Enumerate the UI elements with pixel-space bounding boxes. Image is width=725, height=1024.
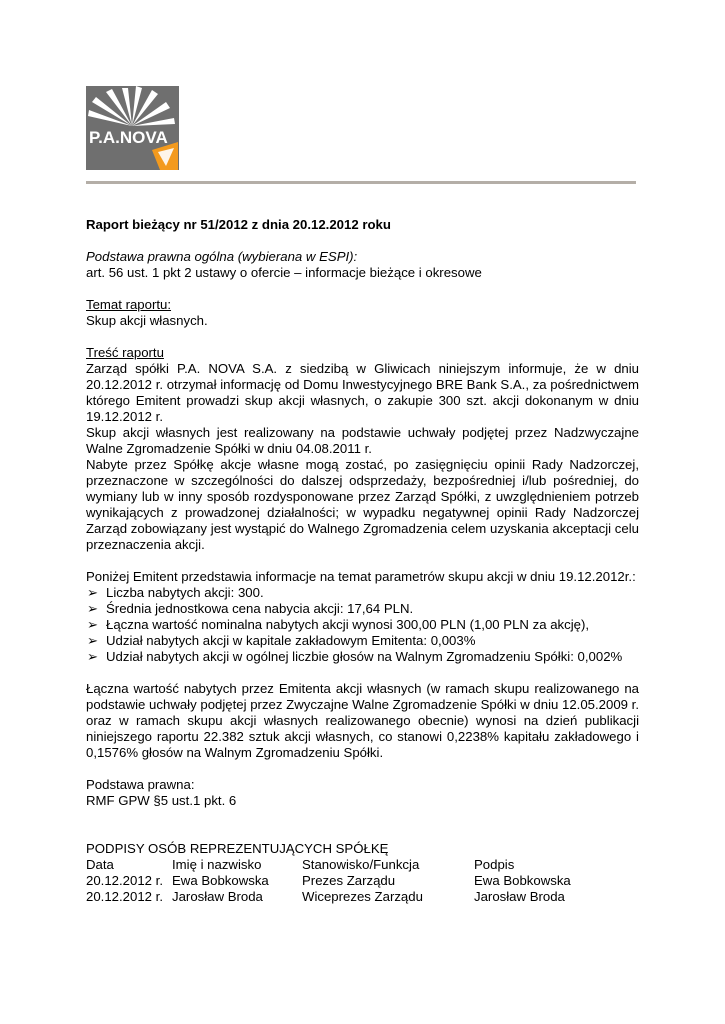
subject-label: Temat raportu: <box>86 297 172 312</box>
signature-date: 20.12.2012 r. <box>86 873 163 888</box>
report-title: Raport bieżący nr 51/2012 z dnia 20.12.2012 roku <box>86 217 391 232</box>
list-item: ➢ Liczba nabytych akcji: 300. <box>86 585 639 601</box>
signatures-header-row <box>86 857 639 873</box>
parameters-list <box>86 585 639 665</box>
subject-text: Skup akcji własnych. <box>86 313 208 328</box>
parameters-intro: Poniżej Emitent przedstawia informacje na temat parametrów skupu akcji w dniu 19.12.2012r.: <box>86 569 636 584</box>
table-row <box>86 889 639 905</box>
logo-text: P.A.NOVA <box>89 128 168 147</box>
header-divider <box>86 181 636 184</box>
company-logo <box>86 86 179 170</box>
table-row <box>86 873 639 889</box>
list-item: ➢ Średnia jednostkowa cena nabycia akcji: 17,64 PLN. <box>86 601 639 617</box>
list-item: ➢ Udział nabytych akcji w ogólnej liczbie głosów na Walnym Zgromadzeniu Spółki: 0,002% <box>86 649 639 665</box>
content-paragraph: Skup akcji własnych jest realizowany na podstawie uchwały podjętej przez Nadzwyczajne Walne Zgromadzenie Spółki w dniu 04.08.2011 r. <box>86 425 639 456</box>
signatures-section <box>86 841 639 905</box>
header-signature: Podpis <box>474 857 515 872</box>
header-position: Stanowisko/Funkcja <box>302 857 420 872</box>
legal-basis-text: RMF GPW §5 ust.1 pkt. 6 <box>86 793 237 808</box>
header-name: Imię i nazwisko <box>172 857 262 872</box>
legal-basis-label: Podstawa prawna: <box>86 777 195 792</box>
signature-date: 20.12.2012 r. <box>86 889 163 904</box>
list-item: ➢ Udział nabytych akcji w kapitale zakładowym Emitenta: 0,003% <box>86 633 639 649</box>
signature-name: Ewa Bobkowska <box>172 873 269 888</box>
report-body <box>86 217 639 905</box>
signature-name: Jarosław Broda <box>172 889 263 904</box>
signature-position: Prezes Zarządu <box>302 873 396 888</box>
content-paragraph: Nabyte przez Spółkę akcje własne mogą zostać, po zasięgnięciu opinii Rady Nadzorczej, przeznaczone w szczególności do dalszej odsprzedaży, bezpośredniej i/lub pośredniej, do wymiany lub w inny sposób rozdysponowane przez Zarząd Spółki, z uwzględnieniem potrzeb wynikających z prowadzonej działalności; w wypadku negatywnej opinii Rady Nadzorczej Zarząd zobowiązany jest wystąpić do Walnego Zgromadzenia celem uzyskania akceptacji celu przeznaczenia akcji. <box>86 457 639 552</box>
signature-signature: Jarosław Broda <box>474 889 565 904</box>
legal-basis-general-label: Podstawa prawna ogólna (wybierana w ESPI): <box>86 249 358 264</box>
header-date: Data <box>86 857 114 872</box>
legal-basis-general-text: art. 56 ust. 1 pkt 2 ustawy o ofercie – informacje bieżące i okresowe <box>86 265 482 280</box>
content-paragraph: Zarząd spółki P.A. NOVA S.A. z siedzibą w Gliwicach niniejszym informuje, że w dniu 20.12.2012 r. otrzymał informację od Domu Inwestycyjnego BRE Bank S.A., za pośrednictwem którego Emitent prowadzi skup akcji własnych, o zakupie 300 szt. akcji dokonanym w dniu 19.12.2012 r. <box>86 361 639 424</box>
signature-signature: Ewa Bobkowska <box>474 873 571 888</box>
signature-position: Wiceprezes Zarządu <box>302 889 423 904</box>
list-item: ➢ Łączna wartość nominalna nabytych akcji wynosi 300,00 PLN (1,00 PLN za akcję), <box>86 617 639 633</box>
content-label: Treść raportu <box>86 345 164 360</box>
summary-paragraph: Łączna wartość nabytych przez Emitenta akcji własnych (w ramach skupu realizowanego na podstawie uchwały podjętej przez Zwyczajne Walne Zgromadzenie Spółki w dniu 12.05.2009 r. oraz w ramach skupu akcji własnych realizowanego obecnie) wynosi na dzień publikacji niniejszego raportu 22.382 sztuk akcji własnych, co stanowi 0,2238% kapitału zakładowego i 0,1576% głosów na Walnym Zgromadzeniu Spółki. <box>86 681 639 760</box>
signatures-heading: PODPISY OSÓB REPREZENTUJĄCYCH SPÓŁKĘ <box>86 841 389 856</box>
